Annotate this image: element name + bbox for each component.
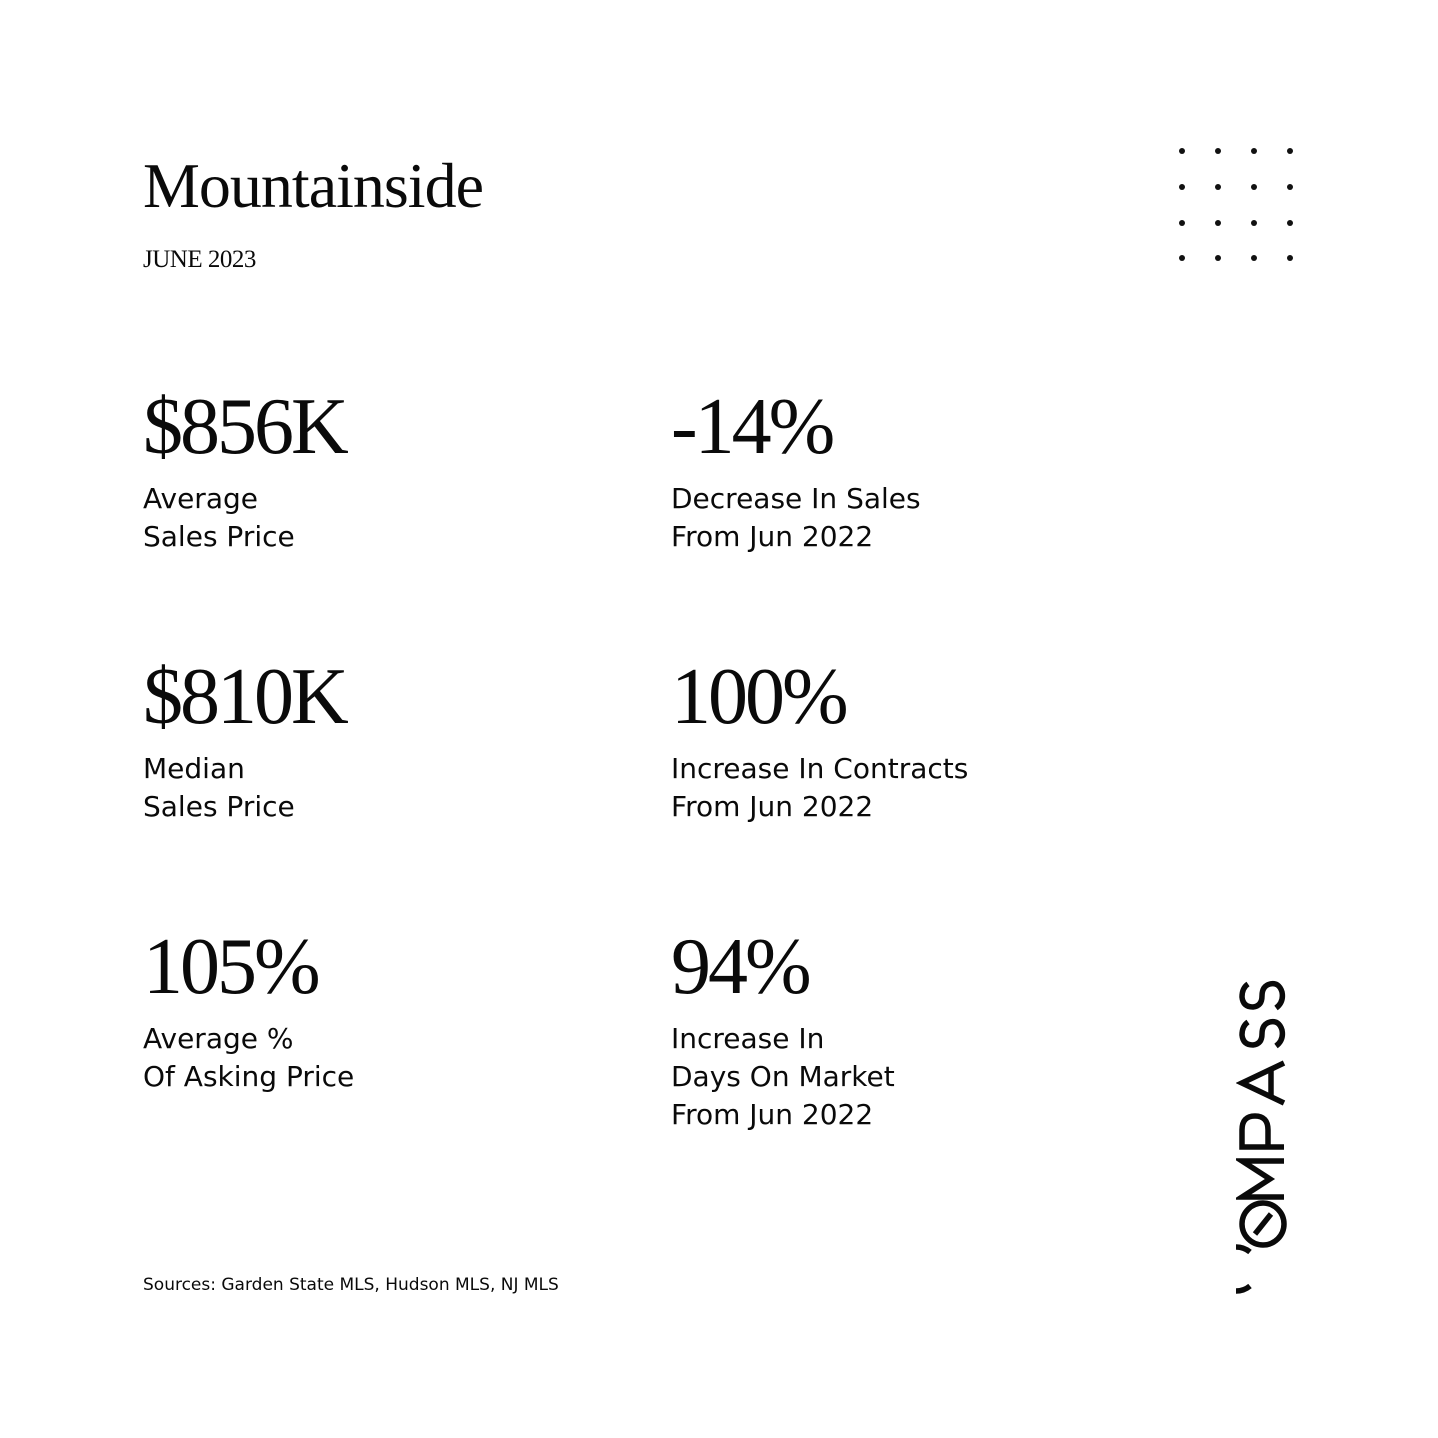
stat-label — [671, 750, 1151, 826]
stat-label-line: From Jun 2022 — [671, 790, 874, 823]
stat-label-line: Increase In Contracts — [671, 752, 969, 785]
stat-label-line: Decrease In Sales — [671, 482, 921, 515]
stat-label — [671, 1020, 1151, 1134]
stat-label — [671, 480, 1151, 556]
compass-logo — [1236, 950, 1296, 1300]
page-title: Mountainside — [143, 150, 483, 221]
stat-label-line: Of Asking Price — [143, 1060, 355, 1093]
dot-grid-icon — [1172, 141, 1300, 269]
stat-value: $810K — [143, 653, 346, 741]
stat-label-line: From Jun 2022 — [671, 520, 874, 553]
stat-label — [143, 480, 623, 556]
stat-label-line: Average % — [143, 1022, 294, 1055]
stat-median-sales-price — [143, 652, 623, 826]
stat-label-line: From Jun 2022 — [671, 1098, 874, 1131]
stat-average-sales-price — [143, 382, 623, 556]
stat-label-line: Increase In — [671, 1022, 825, 1055]
stat-label — [143, 750, 623, 826]
stat-label — [143, 1020, 623, 1096]
stat-percent-of-asking — [143, 922, 623, 1096]
stat-value: $856K — [143, 383, 346, 471]
stat-label-line: Days On Market — [671, 1060, 895, 1093]
stat-sales-change — [671, 382, 1151, 556]
stat-contracts-change — [671, 652, 1151, 826]
stat-value: -14% — [671, 383, 833, 471]
stat-days-on-market-change — [671, 922, 1151, 1134]
stat-label-line: Average — [143, 482, 258, 515]
stat-label-line: Median — [143, 752, 245, 785]
sources-note: Sources: Garden State MLS, Hudson MLS, NJ MLS — [143, 1275, 559, 1295]
stat-value: 100% — [671, 653, 846, 741]
stat-label-line: Sales Price — [143, 790, 295, 823]
stat-label-line: Sales Price — [143, 520, 295, 553]
stat-value: 105% — [143, 923, 318, 1011]
stat-value: 94% — [671, 923, 809, 1011]
report-date: JUNE 2023 — [143, 246, 256, 273]
